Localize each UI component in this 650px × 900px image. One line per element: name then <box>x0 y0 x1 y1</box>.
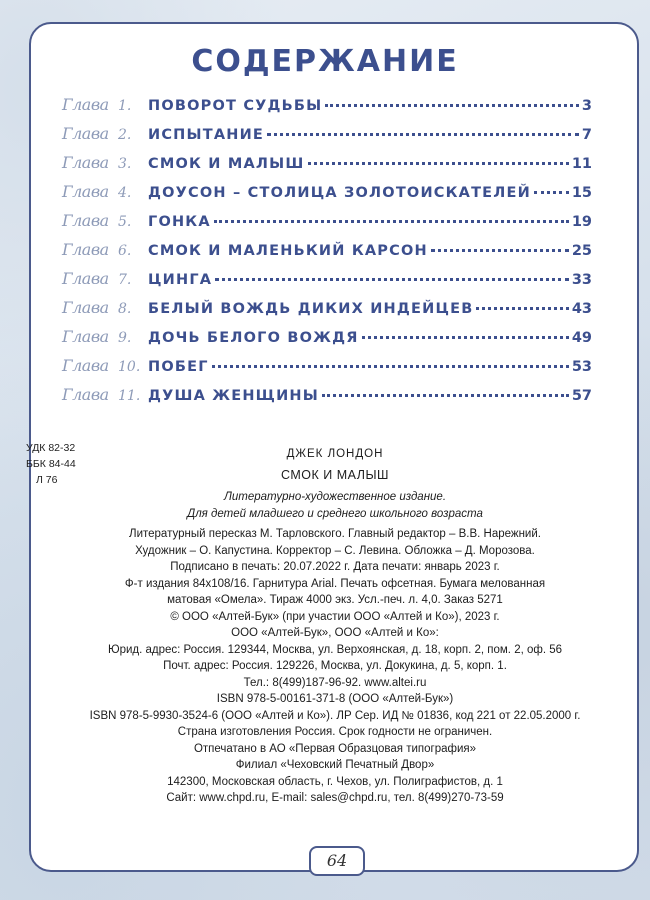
chapter-title: ДОУСОН – СТОЛИЦА ЗОЛОТОИСКАТЕЛЕЙ <box>148 185 531 201</box>
toc-entry <box>62 211 592 240</box>
toc-entry <box>62 385 592 414</box>
chapter-label: Глава <box>62 182 109 201</box>
imprint-line: ISBN 978-5-9930-3524-6 (ООО «Алтей и Ко»). ЛР Сер. ИД № 01836, код 221 от 22.05.2000 г. <box>89 709 581 722</box>
imprint-line: Художник – О. Капустина. Корректор – С. Левина. Обложка – Д. Морозова. <box>135 544 535 557</box>
chapter-number: 7. <box>118 272 132 288</box>
chapter-page: 15 <box>571 185 592 201</box>
imprint-line: ISBN 978-5-00161-371-8 (ООО «Алтей-Бук») <box>216 693 454 705</box>
imprint-line: Почт. адрес: Россия. 129226, Москва, ул. Докукина, д. 5, корп. 1. <box>163 660 507 672</box>
author-mark: Л 76 <box>36 474 58 486</box>
toc-entry <box>62 298 592 327</box>
chapter-title: ПОВОРОТ СУДЬБЫ <box>148 98 323 114</box>
chapter-page: 11 <box>571 156 592 172</box>
chapter-label: Глава <box>62 385 109 404</box>
toc-entry <box>62 269 592 298</box>
chapter-number: 8. <box>118 301 132 317</box>
dot-leader <box>362 336 569 339</box>
chapter-label: Глава <box>62 269 109 288</box>
dot-leader <box>214 220 569 223</box>
imprint-line: © ООО «Алтей-Бук» (при участии ООО «Алтей и Ко»), 2023 г. <box>170 610 500 623</box>
imprint-line: Тел.: 8(499)187-96-92. www.altei.ru <box>243 676 427 689</box>
chapter-number: 5. <box>118 214 132 230</box>
imprint-line: матовая «Омела». Тираж 4000 экз. Усл.-печ. л. 4,0. Заказ 5271 <box>167 594 503 606</box>
dot-leader <box>534 191 569 194</box>
book-title: СМОК И МАЛЫШ <box>281 467 389 482</box>
imprint-line: Сайт: www.chpd.ru, E-mail: sales@chpd.ru, тел. 8(499)270-73-59 <box>166 792 504 804</box>
chapter-page: 43 <box>571 301 592 317</box>
chapter-label: Глава <box>62 240 109 259</box>
toc-entry <box>62 356 592 385</box>
edition-type: Литературно-художественное издание. <box>223 491 447 503</box>
chapter-title: СМОК И МАЛЕНЬКИЙ КАРСОН <box>148 243 428 259</box>
dot-leader <box>267 133 579 136</box>
chapter-number: 11. <box>118 388 141 404</box>
chapter-page: 19 <box>571 214 592 230</box>
imprint-line: Филиал «Чеховский Печатный Двор» <box>235 759 435 771</box>
chapter-label: Глава <box>62 356 109 375</box>
audience-note: Для детей младшего и среднего школьного возраста <box>187 507 483 520</box>
dot-leader <box>308 162 569 165</box>
table-of-contents <box>62 95 592 414</box>
toc-entry <box>62 95 592 124</box>
chapter-number: 2. <box>118 127 132 143</box>
imprint-block <box>70 446 600 807</box>
toc-entry <box>62 327 592 356</box>
chapter-page: 7 <box>581 127 592 143</box>
chapter-title: БЕЛЫЙ ВОЖДЬ ДИКИХ ИНДЕЙЦЕВ <box>148 301 474 317</box>
chapter-number: 9. <box>118 330 132 346</box>
chapter-number: 3. <box>118 156 132 172</box>
imprint-line: Отпечатано в АО «Первая Образцовая типография» <box>193 742 477 755</box>
chapter-title: ИСПЫТАНИЕ <box>148 127 265 143</box>
chapter-label: Глава <box>62 95 109 114</box>
page-number: 64 <box>309 846 365 876</box>
chapter-label: Глава <box>62 124 109 143</box>
author-name: ДЖЕК ЛОНДОН <box>286 448 384 460</box>
chapter-number: 4. <box>118 185 132 201</box>
chapter-page: 53 <box>571 359 592 375</box>
chapter-number: 10. <box>118 359 141 375</box>
chapter-label: Глава <box>62 327 109 346</box>
chapter-number: 1. <box>118 98 132 114</box>
chapter-label: Глава <box>62 298 109 317</box>
chapter-label: Глава <box>62 153 109 172</box>
toc-title: СОДЕРЖАНИЕ <box>191 44 459 79</box>
imprint-line: Юрид. адрес: Россия. 129344, Москва, ул. Верхоянская, д. 18, корп. 2, пом. 2, оф. 56 <box>107 643 563 656</box>
imprint-line: Страна изготовления Россия. Срок годности не ограничен. <box>177 726 493 738</box>
chapter-label: Глава <box>62 211 109 230</box>
chapter-title: СМОК И МАЛЫШ <box>148 156 305 172</box>
imprint-line: Ф-т издания 84х108/16. Гарнитура Arial. Печать офсетная. Бумага мелованная <box>124 577 546 590</box>
chapter-number: 6. <box>118 243 132 259</box>
chapter-title: ПОБЕГ <box>148 359 209 375</box>
classification-codes <box>26 440 76 488</box>
imprint-line: ООО «Алтей-Бук», ООО «Алтей и Ко»: <box>231 627 439 639</box>
toc-entry <box>62 240 592 269</box>
chapter-title: ЦИНГА <box>148 272 213 288</box>
dot-leader <box>322 394 569 397</box>
dot-leader <box>325 104 579 107</box>
imprint-line: Литературный пересказ М. Тарловского. Главный редактор – В.В. Нарежний. <box>129 528 541 540</box>
toc-entry <box>62 182 592 211</box>
imprint-line: Подписано в печать: 20.07.2022 г. Дата печати: январь 2023 г. <box>170 561 500 573</box>
toc-entry <box>62 153 592 182</box>
dot-leader <box>215 278 569 281</box>
dot-leader <box>431 249 569 252</box>
chapter-page: 25 <box>571 243 592 259</box>
dot-leader <box>476 307 568 310</box>
chapter-title: ГОНКА <box>148 214 211 230</box>
chapter-page: 57 <box>571 388 592 404</box>
chapter-page: 33 <box>571 272 592 288</box>
udk-code: УДК 82-32 <box>26 442 76 454</box>
chapter-page: 3 <box>581 98 592 114</box>
toc-entry <box>62 124 592 153</box>
dot-leader <box>212 365 569 368</box>
bbk-code: ББК 84-44 <box>26 458 76 470</box>
chapter-title: ДОЧЬ БЕЛОГО ВОЖДЯ <box>148 330 359 346</box>
chapter-page: 49 <box>571 330 592 346</box>
imprint-line: 142300, Московская область, г. Чехов, ул. Полиграфистов, д. 1 <box>167 775 503 788</box>
chapter-title: ДУША ЖЕНЩИНЫ <box>148 388 319 404</box>
